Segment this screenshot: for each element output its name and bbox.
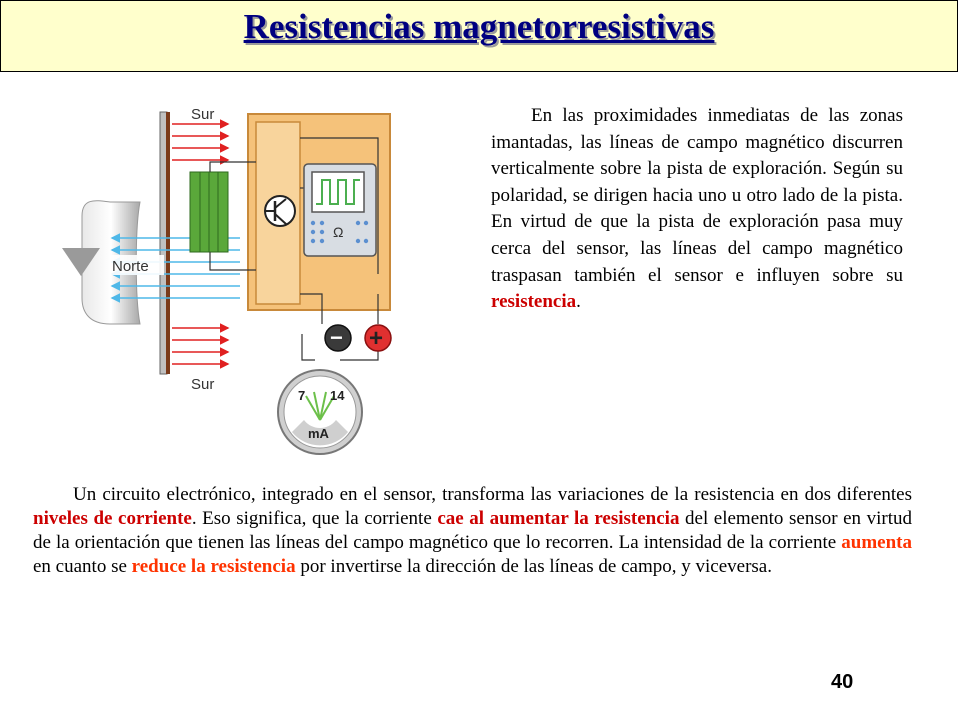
paragraph1-text: En las proximidades inmediatas de las zonas imantadas, las líneas de campo magnético discurren verticalmente sobre la pista de exploración. Según su polaridad, se dirigen hacia uno u otro lado de la pista. En virtud de que la pista de exploración pasa muy cerca del sensor, las líneas del campo magnético traspasan también el sensor e influyen sobre su [491,105,903,286]
paragraph-magnetic-field [491,103,903,316]
highlight-aumenta: aumenta [841,532,912,553]
page-title: Resistencias magnetorresistivas [243,7,715,46]
paragraph1-end: . [576,291,581,313]
meter-value-low: 7 [298,388,306,403]
paragraph2-text-5: por invertirse la dirección de las líneas de campo, y viceversa. [295,556,772,577]
highlight-cae-al-aumentar: cae al aumentar la resistencia [437,508,680,529]
paragraph-current-levels [33,483,912,579]
paragraph2-text-4: en cuanto se [33,556,132,577]
highlight-resistencia: resistencia [491,291,577,313]
paragraph2-text-3: del elemento sensor en virtud de la orientación que tienen las líneas del campo magnético que lo recorren. La intensidad de la corriente [33,508,912,553]
magnetoresistive-element [190,172,228,252]
ohmmeter-display [304,164,376,256]
positive-terminal-icon [365,325,391,352]
meter-value-high: 14 [330,388,345,403]
field-arrows-south-top [172,124,228,160]
page-number: 40 [831,671,854,693]
label-norte: Norte [112,258,149,275]
highlight-reduce-resistencia: reduce la resistencia [131,556,296,577]
label-sur-bottom: Sur [191,376,215,393]
encoder-track [160,112,167,374]
label-sur-top: Sur [191,106,215,123]
ohm-symbol: Ω [333,224,344,240]
sensor-diagram [60,98,420,458]
highlight-niveles-corriente: niveles de corriente [33,508,192,529]
milliammeter-icon [278,370,362,454]
paragraph2-text-1: Un circuito electrónico, integrado en el sensor, transforma las variaciones de la resistencia en dos diferentes [73,484,912,505]
negative-terminal-icon [325,325,351,351]
svg-text:+: + [369,325,384,352]
title-banner [0,0,958,72]
paragraph2-text-2: . Eso significa, que la corriente [191,508,438,529]
transistor-icon [265,196,295,226]
field-arrows-south-bottom [172,328,228,364]
svg-text:−: − [330,325,343,350]
meter-unit: mA [308,426,329,441]
magnet-north-south [166,112,170,374]
